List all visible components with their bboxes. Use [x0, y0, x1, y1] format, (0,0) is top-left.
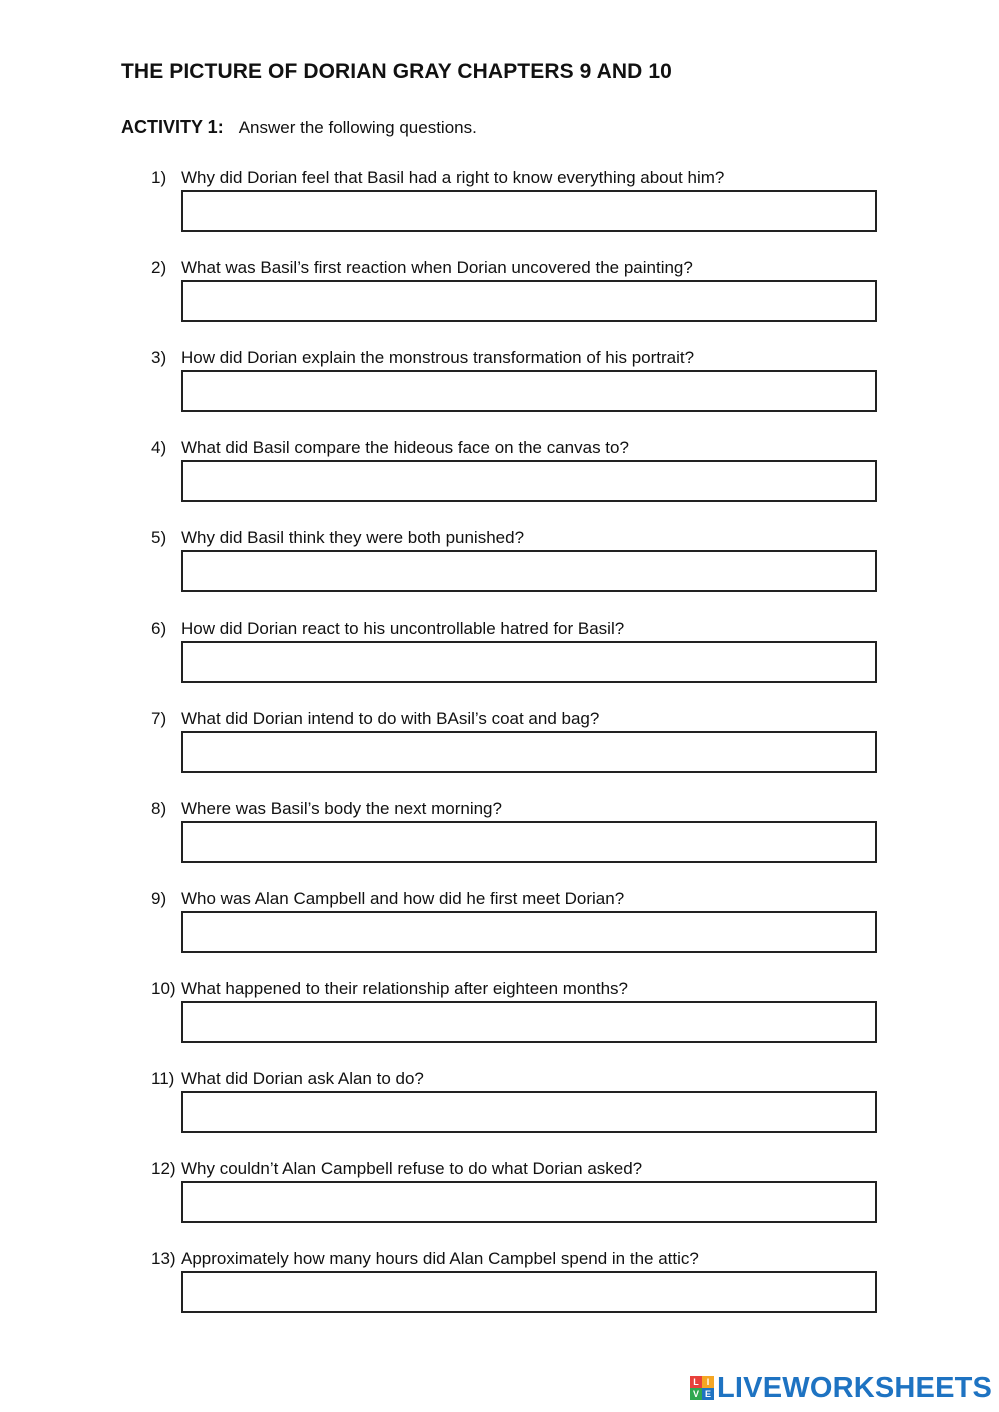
question-8	[151, 799, 877, 869]
logo-tile-v: V	[690, 1388, 702, 1400]
question-11	[151, 1069, 877, 1139]
question-10	[151, 979, 877, 1049]
answer-box-4[interactable]	[181, 460, 877, 502]
answer-box-3[interactable]	[181, 370, 877, 412]
question-text: How did Dorian react to his uncontrollable hatred for Basil?	[181, 619, 625, 638]
activity-heading	[121, 117, 477, 138]
answer-box-7[interactable]	[181, 731, 877, 773]
question-number: 13)	[151, 1249, 176, 1268]
question-text: Approximately how many hours did Alan Campbel spend in the attic?	[181, 1249, 699, 1268]
question-text: Why did Dorian feel that Basil had a right to know everything about him?	[181, 168, 725, 187]
question-text: Why did Basil think they were both punished?	[181, 528, 525, 547]
question-number: 2)	[151, 258, 167, 277]
question-7	[151, 709, 877, 779]
answer-box-2[interactable]	[181, 280, 877, 322]
question-9	[151, 889, 877, 959]
answer-box-5[interactable]	[181, 550, 877, 592]
answer-box-11[interactable]	[181, 1091, 877, 1133]
question-number: 12)	[151, 1159, 176, 1178]
logo-tile-e: E	[702, 1388, 714, 1400]
activity-instruction: Answer the following questions.	[238, 118, 477, 137]
question-text: What happened to their relationship after eighteen months?	[181, 979, 629, 998]
question-number: 5)	[151, 528, 167, 547]
answer-box-9[interactable]	[181, 911, 877, 953]
question-text: How did Dorian explain the monstrous transformation of his portrait?	[181, 348, 695, 367]
liveworksheets-brand	[690, 1372, 992, 1404]
question-5	[151, 528, 877, 598]
question-13	[151, 1249, 877, 1319]
question-2	[151, 258, 877, 328]
question-3	[151, 348, 877, 418]
question-number: 4)	[151, 438, 167, 457]
question-text: What did Basil compare the hideous face on the canvas to?	[181, 438, 629, 457]
question-text: What was Basil’s first reaction when Dorian uncovered the painting?	[181, 258, 693, 277]
question-number: 3)	[151, 348, 167, 367]
answer-box-8[interactable]	[181, 821, 877, 863]
answer-box-1[interactable]	[181, 190, 877, 232]
question-text: Who was Alan Campbell and how did he first meet Dorian?	[181, 889, 625, 908]
question-number: 6)	[151, 619, 167, 638]
question-text: Where was Basil’s body the next morning?	[181, 799, 502, 818]
answer-box-13[interactable]	[181, 1271, 877, 1313]
question-number: 1)	[151, 168, 167, 187]
logo-tile-i: I	[702, 1376, 714, 1388]
question-number: 8)	[151, 799, 167, 818]
question-number: 9)	[151, 889, 167, 908]
question-1	[151, 168, 877, 238]
question-4	[151, 438, 877, 508]
page-title: THE PICTURE OF DORIAN GRAY CHAPTERS 9 AND 10	[121, 60, 672, 83]
question-number: 10)	[151, 979, 176, 998]
question-text: What did Dorian ask Alan to do?	[181, 1069, 424, 1088]
question-6	[151, 619, 877, 689]
question-text: What did Dorian intend to do with BAsil’s coat and bag?	[181, 709, 600, 728]
question-text: Why couldn’t Alan Campbell refuse to do what Dorian asked?	[181, 1159, 643, 1178]
logo-tile-l: L	[690, 1376, 702, 1388]
answer-box-12[interactable]	[181, 1181, 877, 1223]
answer-box-10[interactable]	[181, 1001, 877, 1043]
liveworksheets-logo-icon	[690, 1376, 714, 1400]
question-number: 7)	[151, 709, 167, 728]
answer-box-6[interactable]	[181, 641, 877, 683]
brand-name: LIVEWORKSHEETS	[717, 1371, 993, 1404]
question-number: 11)	[151, 1069, 175, 1088]
activity-label: ACTIVITY 1:	[121, 117, 224, 137]
question-12	[151, 1159, 877, 1229]
